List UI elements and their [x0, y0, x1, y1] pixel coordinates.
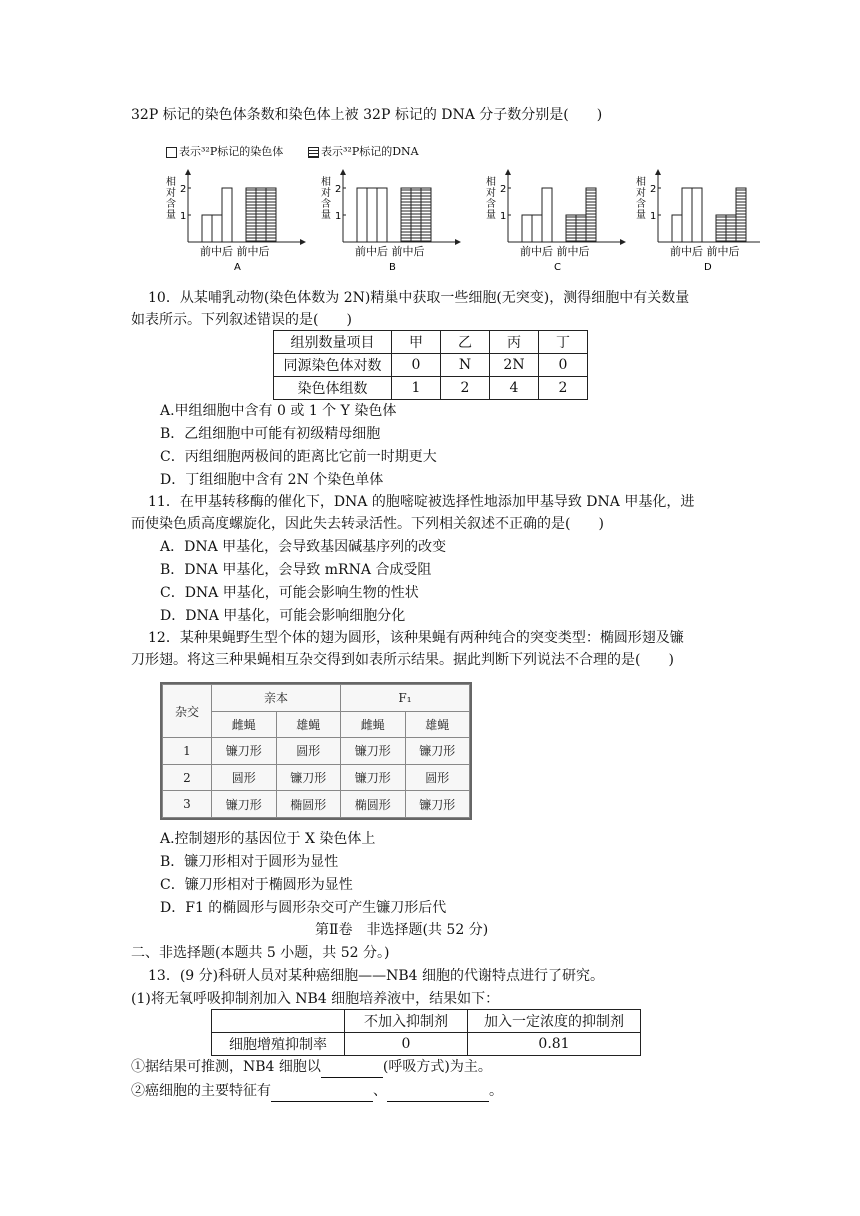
chromosome-bar: [522, 215, 532, 242]
y-axis-label: 量: [636, 210, 646, 221]
answer-blank[interactable]: [321, 1057, 383, 1078]
table-header-cell: 雄蝇: [276, 711, 341, 738]
table-header-row: [212, 1010, 641, 1033]
table-cell: 2: [441, 377, 490, 400]
table-cell: 0: [345, 1033, 468, 1056]
legend-dna: 表示³²P标记的DNA: [308, 143, 419, 159]
q13-question2: ②癌细胞的主要特征有 、 。: [131, 1081, 503, 1102]
y-axis-label: 含: [166, 199, 176, 210]
q11-stem-line1: 11．在甲基转移酶的催化下，DNA 的胞嘧啶被选择性地添加甲基导致 DNA 甲基化，进: [148, 494, 695, 510]
chromosome-bar: [542, 188, 552, 242]
table-cell: 2: [539, 377, 588, 400]
x-axis-arrow: [620, 239, 626, 245]
panel-label: B: [389, 262, 396, 273]
table-cell: 1: [392, 377, 441, 400]
table-cell: 镰刀形: [212, 738, 277, 765]
table-header-cell: 丁: [539, 331, 588, 354]
table-header-cell: 组别数量项目: [274, 331, 392, 354]
table-header-cell: 杂交: [163, 685, 212, 738]
y-axis-label: 含: [321, 199, 331, 210]
table-header-cell: 丙: [490, 331, 539, 354]
q11-stem-line2: 而使染色质高度螺旋化，因此失去转录活性。下列相关叙述不正确的是( ): [131, 516, 604, 532]
table-header-row: [163, 685, 470, 712]
y-axis-label: 相: [321, 177, 331, 188]
chromosome-bar: [212, 215, 222, 242]
dna-bar: [246, 188, 256, 242]
q13-stem: 13．(9 分)科研人员对某种癌细胞——NB4 细胞的代谢特点进行了研究。: [148, 968, 604, 984]
chromosome-bar: [222, 188, 232, 242]
table-cell: 圆形: [212, 764, 277, 791]
y-axis-label: 量: [166, 210, 176, 221]
q11-option-b: B．DNA 甲基化，会导致 mRNA 合成受阻: [160, 562, 432, 578]
x-axis-labels: 前中后 前中后: [520, 245, 590, 258]
q13-question1: ①据结果可推测，NB4 细胞以 (呼吸方式)为主。: [131, 1057, 492, 1078]
chromosome-bar: [357, 188, 367, 242]
y-axis-arrow: [505, 169, 511, 175]
q10-stem-line1: 10．从某哺乳动物(染色体数为 2N)精巢中获取一些细胞(无突变)，测得细胞中有关数量: [148, 290, 690, 306]
table-header-cell: 甲: [392, 331, 441, 354]
chromosome-bar: [672, 215, 682, 242]
q13-table: [211, 1009, 641, 1056]
table-cell: 镰刀形: [341, 738, 406, 765]
q12-option-c: C．镰刀形相对于椭圆形为显性: [160, 877, 353, 893]
q10-option-a: A.甲组细胞中含有 0 或 1 个 Y 染色体: [160, 403, 397, 419]
y-axis-arrow: [655, 169, 661, 175]
q9-bar-figure: [160, 165, 760, 277]
y-axis-label: 相: [166, 177, 176, 188]
q12-option-b: B．镰刀形相对于圆形为显性: [160, 854, 339, 870]
x-axis-labels: 前中后 前中后: [355, 245, 425, 258]
table-header-cell: 不加入抑制剂: [345, 1010, 468, 1033]
dna-bar: [256, 188, 266, 242]
y-tick-label: 2: [335, 184, 342, 195]
table-header-cell: 雌蝇: [212, 711, 277, 738]
chromosome-bar: [532, 215, 542, 242]
y-tick-label: 1: [335, 211, 342, 222]
table-header-cell: 乙: [441, 331, 490, 354]
table-cell: 同源染色体对数: [274, 354, 392, 377]
table-cell: 3: [163, 791, 212, 818]
dna-bar: [421, 188, 431, 242]
y-tick-label: 1: [650, 211, 657, 222]
panel-label: A: [234, 262, 241, 273]
chromosome-bar: [202, 215, 212, 242]
hollow-box-icon: [166, 147, 177, 158]
chromosome-bar: [682, 188, 692, 242]
table-row: [212, 1033, 641, 1056]
table-cell: 染色体组数: [274, 377, 392, 400]
answer-blank[interactable]: [271, 1081, 373, 1102]
q12-option-a: A.控制翅形的基因位于 X 染色体上: [160, 831, 376, 847]
dna-bar: [716, 215, 726, 242]
table-row: [163, 738, 470, 765]
y-axis-label: 量: [321, 210, 331, 221]
y-axis-arrow: [340, 169, 346, 175]
table-cell: 圆形: [405, 764, 470, 791]
table-header-cell: 雌蝇: [341, 711, 406, 738]
y-tick-label: 1: [180, 211, 187, 222]
y-tick-label: 2: [650, 184, 657, 195]
table-cell: 椭圆形: [341, 791, 406, 818]
part2-title: 第Ⅱ卷 非选择题(共 52 分): [315, 922, 489, 938]
y-axis-label: 含: [486, 199, 496, 210]
table-cell: 0: [392, 354, 441, 377]
table-cell: 圆形: [276, 738, 341, 765]
table-header-cell: F₁: [341, 685, 470, 712]
table-header-cell: [212, 1010, 345, 1033]
q10-option-d: D．丁组细胞中含有 2N 个染色单体: [160, 472, 384, 488]
q9-stem-tail: 32P 标记的染色体条数和染色体上被 32P 标记的 DNA 分子数分别是( ): [131, 107, 603, 123]
q12-cross-table: [160, 682, 472, 820]
dna-bar: [401, 188, 411, 242]
y-axis-arrow: [185, 169, 191, 175]
y-axis-label: 相: [636, 177, 646, 188]
legend-chromosome: 表示³²P标记的染色体: [166, 143, 283, 159]
dna-bar: [726, 215, 736, 242]
table-header-row: [274, 331, 588, 354]
dna-bar: [566, 215, 576, 242]
q11-option-c: C．DNA 甲基化，可能会影响生物的性状: [160, 585, 419, 601]
q13-sub1: (1)将无氧呼吸抑制剂加入 NB4 细胞培养液中，结果如下：: [131, 991, 500, 1007]
y-tick-label: 2: [180, 184, 187, 195]
chromosome-bar: [367, 188, 377, 242]
table-cell: 2N: [490, 354, 539, 377]
y-axis-label: 含: [636, 199, 646, 210]
y-axis-label: 对: [636, 188, 646, 199]
y-tick-label: 2: [500, 184, 507, 195]
hatched-box-icon: [308, 147, 319, 158]
answer-blank[interactable]: [387, 1081, 489, 1102]
y-tick-label: 1: [500, 211, 507, 222]
q10-stem-line2: 如表所示。下列叙述错误的是( ): [131, 312, 352, 328]
dna-bar: [266, 188, 276, 242]
q12-stem-line1: 12．某种果蝇野生型个体的翅为圆形，该种果蝇有两种纯合的突变类型：椭圆形翅及镰: [148, 630, 684, 646]
chromosome-bar: [692, 188, 702, 242]
q11-option-a: A．DNA 甲基化，会导致基因碱基序列的改变: [160, 539, 447, 555]
q10-option-b: B．乙组细胞中可能有初级精母细胞: [160, 426, 381, 442]
part2-intro: 二、非选择题(本题共 5 小题，共 52 分。): [131, 945, 390, 961]
panel-label: C: [554, 262, 561, 273]
table-row: [163, 791, 470, 818]
table-cell: 椭圆形: [276, 791, 341, 818]
table-row: [274, 377, 588, 400]
dna-bar: [736, 188, 746, 242]
table-cell: 镰刀形: [212, 791, 277, 818]
table-row: [274, 354, 588, 377]
table-cell: N: [441, 354, 490, 377]
x-axis-arrow: [455, 239, 461, 245]
table-header-cell: 加入一定浓度的抑制剂: [468, 1010, 641, 1033]
x-axis-labels: 前中后 前中后: [200, 245, 270, 258]
chromosome-bar: [377, 188, 387, 242]
table-cell: 镰刀形: [276, 764, 341, 791]
y-axis-label: 相: [486, 177, 496, 188]
q10-option-c: C．丙组细胞两极间的距离比它前一时期更大: [160, 449, 437, 465]
q11-option-d: D．DNA 甲基化，可能会影响细胞分化: [160, 608, 406, 624]
panel-label: D: [704, 262, 712, 273]
table-cell: 1: [163, 738, 212, 765]
table-header-cell: 雄蝇: [405, 711, 470, 738]
x-axis-labels: 前中后 前中后: [670, 245, 740, 258]
table-row: [163, 764, 470, 791]
dna-bar: [586, 188, 596, 242]
x-axis-arrow: [300, 239, 306, 245]
dna-bar: [411, 188, 421, 242]
table-cell: 镰刀形: [341, 764, 406, 791]
y-axis-label: 对: [166, 188, 176, 199]
table-cell: 镰刀形: [405, 791, 470, 818]
dna-bar: [576, 215, 586, 242]
q10-table: [273, 330, 588, 400]
table-cell: 细胞增殖抑制率: [212, 1033, 345, 1056]
table-cell: 2: [163, 764, 212, 791]
table-cell: 4: [490, 377, 539, 400]
y-axis-label: 量: [486, 210, 496, 221]
q12-stem-line2: 刀形翅。将这三种果蝇相互杂交得到如表所示结果。据此判断下列说法不合理的是( ): [131, 652, 674, 668]
y-axis-label: 对: [321, 188, 331, 199]
q12-option-d: D．F1 的椭圆形与圆形杂交可产生镰刀形后代: [160, 900, 447, 916]
table-header-cell: 亲本: [212, 685, 341, 712]
table-cell: 0.81: [468, 1033, 641, 1056]
table-cell: 0: [539, 354, 588, 377]
y-axis-label: 对: [486, 188, 496, 199]
table-cell: 镰刀形: [405, 738, 470, 765]
